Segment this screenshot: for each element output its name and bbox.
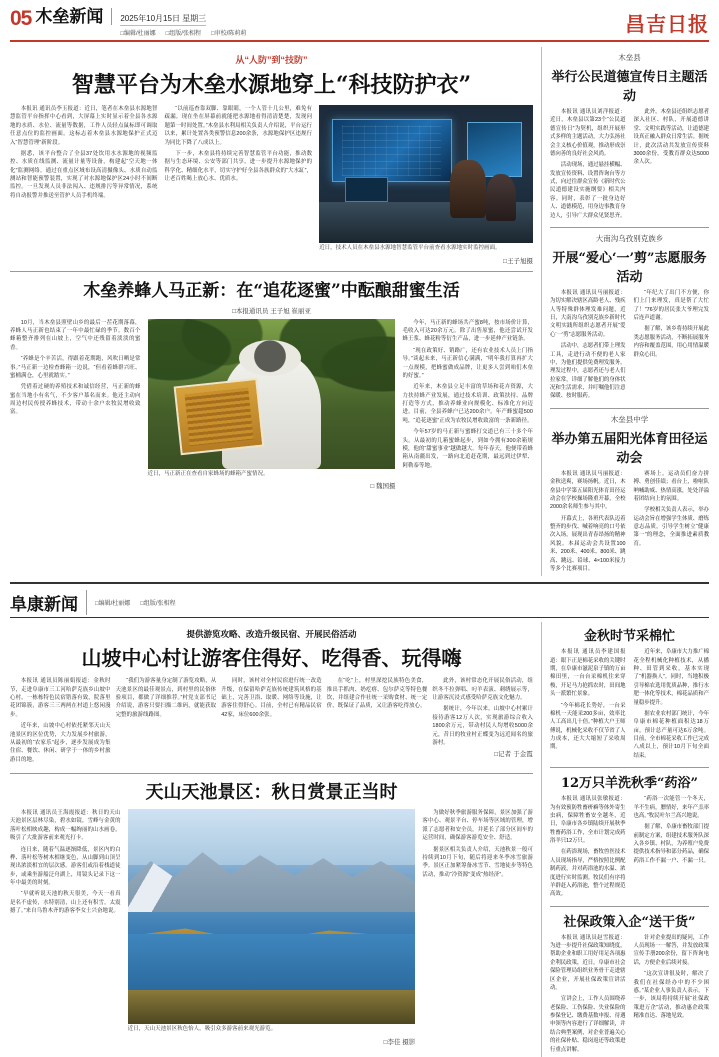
paragraph: 据农业农村部门统计，今年阜康市棉花种植面积达18万亩，预计总产量可达6万余吨。目前，全市棉花采收工作已完成八成以上，预计10月下旬全面结束。: [633, 710, 709, 759]
paragraph: “早就听说天池的秋天很美，今天一看真是名不虚传，水特别清，山上还有积雪，太震撼了。”来自乌鲁木齐的游客李女士兴奋地说。: [10, 891, 121, 915]
side-body: [550, 648, 709, 763]
masthead-meta: [120, 8, 625, 37]
side-column-2: [634, 648, 710, 763]
bee-byline: □本报通讯员 王子旭 崔丽亚: [231, 307, 312, 315]
paragraph: “药浴一次能管一个冬天，羊不生病，膘情好，来年产羔率也高。”牧民叶尔兰高兴地说。: [633, 796, 709, 819]
masthead-credits: [120, 28, 625, 37]
paragraph: 近年来，木垒县立足丰富的草场和花卉资源，大力扶持蜂产业发展，通过技术培训、政策扶持、品牌打造等方式，推动养蜂业向规模化、标准化方向迈进。目前，全县养蜂户已达200余户，年产蜂蜜超500吨，“追花逐蜜”正成为农牧民增收致富的一条新路径。: [402, 384, 533, 424]
side-body: [550, 795, 709, 902]
paragraph: 本报讯 通讯员李玉报道：近日，笔者在木垒县水源地智慧监管平台指挥中心看到，大屏幕上实时显示着全县各水源地的水质、水位、流量等数据，工作人员轻点鼠标即可调取任意点位的监控画面。这标志着木垒县水源地保护正式迈入“智慧管理”新阶段。: [10, 106, 158, 146]
paragraph: 据了解，阜康市畜牧部门提前制定方案，组建技术服务队深入各乡镇、村队，为养殖户免费提供技术指导和部分药品，确保药浴工作不漏一户、不漏一只。: [633, 824, 709, 864]
paragraph: “这次宣讲很及时，解决了我们在社保经办中的不少困惑。”某企业人事负责人表示。下一步，该局将持续开展“社保政策进万企”活动，推动惠企政策精准直达、落地见效。: [633, 971, 709, 1019]
fukang-side-article-3: [550, 911, 709, 1057]
fukang-column-4: [327, 677, 428, 767]
lead-article-columns: [10, 105, 533, 265]
paper-logo: 昌吉日报: [625, 12, 709, 36]
fukang-banner: [10, 590, 709, 615]
lead-column-2: [165, 105, 313, 265]
side-column-2: [634, 470, 710, 577]
paragraph: “以前巡查靠双脚、靠眼睛，一个人管十几公里，难免有疏漏。现在坐在屏幕前就能把水源地看得清清楚楚，发现问题第一时间处置。”木垒县水利局相关负责人介绍说，平台运行以来，累计处置各类预警信息200余条，水源地保护区违规行为同比下降了八成以上。: [164, 106, 313, 146]
paragraph: 据悉，该平台整合了全县37处饮用水水源地的视频监控、水质在线监测、流量计量等设备，构建起“空天地一体化”监测网络。通过在重点区域布设高清摄像头、水质自动监测站和智能预警装置，实现了对水源地保护区24小时不间断监控。一旦发现人员非法闯入、违规排污等异常情况，系统将自动报警并推送至管护人员手机终端。: [10, 150, 158, 199]
fukang-column-3: [221, 677, 322, 767]
bottom-section: [10, 622, 709, 1057]
side-article-1: [550, 52, 709, 223]
masthead: [10, 8, 709, 42]
fukang-section-title: 阜康新闻: [10, 590, 87, 615]
paragraph: 今年57岁的马正新与蜜蜂打交道已有三十多个年头。从最初的几箱蜜蜂起步，到如今拥有300余箱规模，他的“甜蜜事业”越做越大。每年春天，他便带着蜂箱从南疆出发，一路向北追赶花期，最远到过伊犁、阿勒泰等地。: [402, 429, 533, 469]
paragraph: “现在政策好、销路广，还有农业技术人员上门指导。”谈起未来，马正新信心满满，“明年我打算再扩大一点规模，把蜂蜜做成品牌，让更多人尝到咱们木垒的好蜜。”: [402, 347, 533, 379]
photo-water-source-control-room: [319, 105, 533, 243]
side-article-3: [550, 414, 709, 577]
credit-editor: □编辑/杜丽娜: [120, 31, 156, 37]
paragraph: 此外，该村常态化开展民俗活动，组织冬不拉弹唱、叼羊表演、刺绣展示等，让游客沉浸式感受哈萨克族文化魅力。: [432, 678, 533, 701]
paragraph: 连日来，随着气温逐渐降低，景区内的白桦、落叶松等树木相继变色，从山脚到山顶呈现出浓淡相宜的层次感。游客们或沿着栈道徒步，或乘坐游船泛舟湖上，用镜头记录下这一年中最美的时刻。: [10, 846, 121, 886]
paragraph: 在“吃”上，村里深挖民族特色美食，推出手抓肉、奶疙瘩、包尔萨克等特色餐饮，并组建合作社统一采购食材、统一定价，既保证了品质，又让游客吃得放心。: [326, 678, 428, 710]
paragraph: “我们为游客量身定制了游览攻略，从天池景区的最佳观景点，到村里的民俗体验项目，都做了详细推荐。”村党支部书记介绍说，游客只要扫描二维码，就能获取完整的旅游线路图。: [115, 678, 217, 718]
side-column-1: [550, 934, 626, 1057]
paragraph: 近年来，山坡中心村依托紧邻天山天池景区的区位优势，大力发展乡村旅游，从最初的“农家乐”起步，逐步发展成为集住宿、餐饮、休闲、研学于一体的乡村旅游目的地。: [10, 723, 111, 763]
top-right-sidebar: [541, 47, 709, 576]
side-column-1: [550, 108, 626, 223]
paragraph: 本报讯 通讯员陈丽娟报道：金秋时节，走进阜康市三工河哈萨克族乡山坡中心村，一栋栋特色民宿错落有致，院落里花团锦簇，游客三三两两在村道上悠闲漫步。: [10, 678, 111, 718]
paragraph: 10月，当木垒县照壁山乡的最后一茬花期落幕，养蜂人马正新也结束了一年中最忙碌的季节。数百个蜂箱整齐排列在山坡上，空气中还残留着淡淡的蜜香。: [10, 319, 141, 351]
side-column-2: [634, 108, 710, 223]
publication-date: 2025年10月15日 星期三: [120, 13, 206, 26]
side-body: [550, 470, 709, 577]
tianchi-headline: 天山天池景区：秋日赏景正当时: [145, 782, 398, 803]
paragraph: 本报讯 通讯员马丽报道：为切实解决辖区高龄老人、残疾人等特殊群体理发难问题，近日，大南沟乌孜别克族乡新时代文明实践所组织志愿者开展“爱心‘一’剪”志愿服务活动。: [550, 289, 626, 338]
bottom-right-sidebar: [541, 622, 709, 1057]
section-title: 木垒新闻: [35, 8, 112, 25]
fukang-article-columns: [10, 677, 533, 767]
tianchi-photo-block: [128, 809, 416, 1046]
side-column-1: [550, 470, 626, 577]
paragraph: 为做好秋季旅游服务保障，景区加强了游客中心、观景平台、停车场等区域的管理，增派了志愿者和安全员，并延长了部分区间车的运营时间，确保游客游览安全、舒适。: [422, 810, 534, 842]
side-eyebrow: 木垒县中学: [610, 414, 649, 424]
paragraph: 凭借着过硬的养殖技术和诚信经营，马正新的蜂蜜在当地小有名气，不少客户慕名而来。他还主动向周边村民传授养蜂技术，带动十余户农牧民增收致富。: [10, 384, 141, 416]
bee-headline: 木垒养蜂人马正新：在“追花逐蜜”中酝酿甜蜜生活: [83, 280, 460, 301]
side-eyebrow: 大南沟乌孜别克族乡: [595, 233, 664, 243]
paragraph: 同时，该村对全村民宿进行统一改造升级，在保留哈萨克族传统建筑风格的基础上，完善卫浴、取暖、网络等设施，让游客住得舒心。目前，全村已有精品民宿42家，床位600余张。: [221, 678, 322, 718]
paragraph: 宣讲会上，工作人员围绕养老保险、工伤保险、失业保险的参保登记、缴费基数申报、待遇申领等内容进行了详细解读，并结合典型案例，对企业普遍关心的社保补贴、稳岗返还等政策进行重点讲解。: [550, 996, 626, 1053]
side-headline: 举行公民道德宣传日主题活动: [551, 70, 708, 104]
bee-photo-block: [148, 319, 396, 491]
paragraph: 今年，马正新的蜂场共产蜜8吨，按市场价计算，毛收入可达20余万元。除了出售原蜜，他还尝试开发蜂王浆、蜂花粉等衍生产品，进一步延伸产业链条。: [402, 319, 533, 343]
side-article-2: [550, 233, 709, 404]
fukang-headline: 山坡中心村让游客住得好、吃得香、玩得嗨: [81, 646, 462, 671]
side-headline: 社保政策入企“送干货”: [563, 914, 696, 930]
top-section: [10, 47, 709, 576]
bottom-left-main: [10, 622, 533, 1057]
photo-credit: □ 魏国摄: [370, 483, 396, 491]
side-headline: 金秋时节采棉忙: [583, 629, 675, 645]
credit-proof: □审校/陈莉莉: [210, 31, 247, 37]
side-column-2: [634, 934, 710, 1057]
fukang-column-2: [116, 677, 217, 767]
fukang-column-1: [10, 677, 111, 767]
photo-caption: 近日，技术人员在木垒县水源地智慧监管平台前查看水源地实时监控画面。: [319, 245, 501, 251]
side-column-2: [634, 289, 710, 404]
photo-caption: 近日，天山天池景区秋色怡人，吸引众多游客前来观光游览。: [127, 1026, 277, 1032]
paragraph: 此外，木垒县还组织志愿者深入社区、村队，开展道德讲堂、文明实践等活动，让道德建设真正融入群众日常生活。据统计，此次活动共发放宣传资料3000余份，受教育群众达5000余人次。: [633, 109, 709, 166]
paragraph: 近年来，阜康市大力推广棉花全程机械化种植技术，从播种、田管到采收，基本实现了“机器换人”。同时，当地积极引导棉农选用优质品种，推行水肥一体化等技术，棉花品质和产量稳步提升。: [633, 649, 709, 706]
lead-kicker: 从“人防”到“技防”: [235, 55, 308, 65]
side-column-1: [550, 648, 626, 763]
paragraph: “养蜂是个辛苦活，得跟着花期跑，风吹日晒是常事。”马正新一边检查蜂箱一边说，“但看着蜂群兴旺、蜜桶满仓，心里就踏实。”: [10, 356, 141, 379]
paragraph: 在药浴现场，畜牧兽医技术人员现场指导，严格按照比例配制药液，并对药浴池的水温、浓度进行实时监测。牧民们有序将羊群赶入药浴池，整个过程规范高效。: [550, 849, 626, 898]
side-body: [550, 934, 709, 1057]
fukang-credits: [95, 598, 176, 607]
tianchi-article-columns: [10, 809, 533, 1046]
photo-credit: □李佳 摄影: [383, 1038, 416, 1046]
paragraph: 本报讯 通讯员赵雪报道：为进一步提升社保政策知晓度，帮助企业和职工用好用足各项惠企利民政策，近日，阜康市社会保险管理局组织业务骨干走进辖区企业，开展社保政策宣讲活动。: [550, 934, 626, 991]
side-headline: 开展“爱心‘一’剪”志愿服务活动: [552, 250, 707, 285]
paragraph: 赛场上，运动员们奋力拼搏、勇创佳绩；看台上，啦啦队呐喊助威、热情高涨，处处洋溢着团结向上的氛围。: [633, 470, 709, 502]
paragraph: 据统计，今年以来，山坡中心村累计接待游客12万人次，实现旅游综合收入1800余万元，带动村民人均增收5000余元，昔日的牧业村正蝶变为远近闻名的旅游村。: [432, 706, 533, 746]
tianchi-column-3: [422, 809, 533, 1046]
side-column-2: [634, 795, 710, 902]
photo-tianchi-lake: [128, 809, 416, 1024]
credit-layout: □组版/张相程: [165, 31, 201, 37]
paragraph: 本报讯 通讯员王海霞报道：秋日的天山天池景区层林尽染，碧水如镜，雪峰与金黄的落叶松相映成趣，构成一幅绚丽的山水画卷，吸引了大批游客前来观光打卡。: [10, 810, 121, 842]
paragraph: 针对企业提出的疑问，工作人员现场一一解答，并发放政策宣传手册200余份，留下咨询电话，方便企业后续对接。: [633, 934, 709, 966]
page-number: 05: [10, 7, 32, 30]
fukang-kicker: 提供游览攻略、改造升级民宿、开展民俗活动: [186, 629, 357, 640]
paragraph: 活动现场，通过悬挂横幅、发放宣传资料、设置咨询台等方式，向过往群众宣传《新时代公民道德建设实施纲要》相关内容。同时，表彰了一批身边好人、道德模范，用身边事教育身边人，引导广大群众见贤思齐。: [550, 162, 626, 219]
side-headline: 12万只羊洗秋季“药浴”: [560, 776, 699, 792]
paragraph: 本报讯 通讯员刘洋报道：近日，木垒县以第23个“公民道德宣传日”为契机，组织开展形式多样的主题活动，大力弘扬社会主义核心价值观，推动形成崇德向善的良好社会风尚。: [550, 109, 626, 157]
paragraph: 本报讯 通讯员李建国报道：眼下正是棉花采收的关键时期，在阜康市滋泥泉子镇的万亩棉田里，一台台采棉机往来穿梭，开足马力抢抓农时，田间地头一派繁忙景象。: [550, 649, 626, 698]
paragraph: 活动中，志愿者们带上理发工具，走进行动不便的老人家中，为他们提供免费理发服务。理发过程中，志愿者还与老人们拉家常，详细了解他们的身体状况和生活需求，并叮嘱他们注意保暖、按时服药。: [550, 343, 626, 400]
fukang-byline: □记者 于金霞: [494, 751, 533, 759]
bee-article-columns: [10, 319, 533, 491]
paragraph: 据了解，该乡将持续开展此类志愿服务活动，不断拓展服务内容和覆盖范围，用心用情温暖群众心田。: [633, 326, 709, 358]
paragraph: 本报讯 通讯员马丽报道：金秋送爽，赛场扬帆。近日，木垒县中学第五届阳光体育田径运动会在学校操场隆重开幕，全校2000余名师生参与其中。: [550, 470, 626, 511]
lead-column-1: [10, 105, 158, 265]
photo-caption: 近日，马正新正在查看自家蜂场的蜂箱产蜜情况。: [147, 470, 269, 477]
fukang-side-article-1: [550, 625, 709, 763]
paragraph: 学校相关负责人表示，举办运动会旨在增强学生体质、磨炼意志品质，引导学生树立“健康第一”的理念，全面推进素质教育。: [633, 507, 709, 547]
fukang-column-5: [432, 677, 533, 767]
fukang-side-article-2: [550, 772, 709, 902]
paragraph: “年纪大了出门不方便，你们上门来理发，真是帮了大忙了！”76岁的居民张大爷理完发后连声道谢。: [633, 289, 709, 321]
top-left-main: [10, 47, 533, 576]
photo-credit: □王子旭摄: [503, 257, 533, 265]
paragraph: 据景区相关负责人介绍，天池秋景一般可持续到10月下旬，随后将迎来冬季冰雪旅游季。景区正加紧筹备冰雪节、雪地徒步等特色活动，推动“冷资源”变成“热经济”。: [422, 846, 534, 878]
credit-editor: □编辑/杜丽娜: [95, 601, 131, 608]
paragraph: 开幕式上，各班代表队迈着整齐的步伐、喊着响亮的口号依次入场，展现出青春昂扬的精神风貌。本届运动会共设置100米、200米、400米、800米、跳高、跳远、铅球、4×100米接力等多个比赛项目。: [550, 515, 626, 572]
side-body: [550, 108, 709, 223]
photo-beekeeper: [148, 319, 396, 469]
side-eyebrow: 木垒县: [618, 53, 641, 62]
side-column-1: [550, 289, 626, 404]
side-headline: 举办第五届阳光体育田径运动会: [551, 431, 708, 466]
credit-layout: □组版/张相程: [140, 601, 176, 608]
tianchi-column-1: [10, 809, 121, 1046]
side-column-1: [550, 795, 626, 902]
bee-column-1: [10, 319, 141, 491]
section-divider: [10, 582, 709, 584]
lead-photo-block: [319, 105, 533, 265]
paragraph: 本报讯 通讯员张敏报道：为有效预防牲畜疥癣等体外寄生虫病，保障牲畜安全越冬，近日，阜康市各乡镇陆续开展秋季牲畜药浴工作，全市计划完成药浴羊只12万只。: [550, 796, 626, 844]
bee-column-3: [402, 319, 533, 491]
paragraph: “今年棉花长势好，一台采棉机一天能采200多亩，效率比人工高出几十倍。”种植大户王师傅说，机械化采收不仅节省了人力成本，还大大缩短了采收周期。: [550, 702, 626, 751]
lead-headline: 智慧平台为木垒水源地穿上“科技防护衣”: [71, 72, 472, 98]
paragraph: 下一步，木垒县将持续完善智慧监管平台功能，推动数据与生态环境、公安等部门共享，进一步提升水源地保护的科学化、精细化水平，切实守护好全县各族群众的“大水缸”，让老百姓喝上放心水、优质水。: [164, 150, 313, 182]
side-body: [550, 289, 709, 404]
